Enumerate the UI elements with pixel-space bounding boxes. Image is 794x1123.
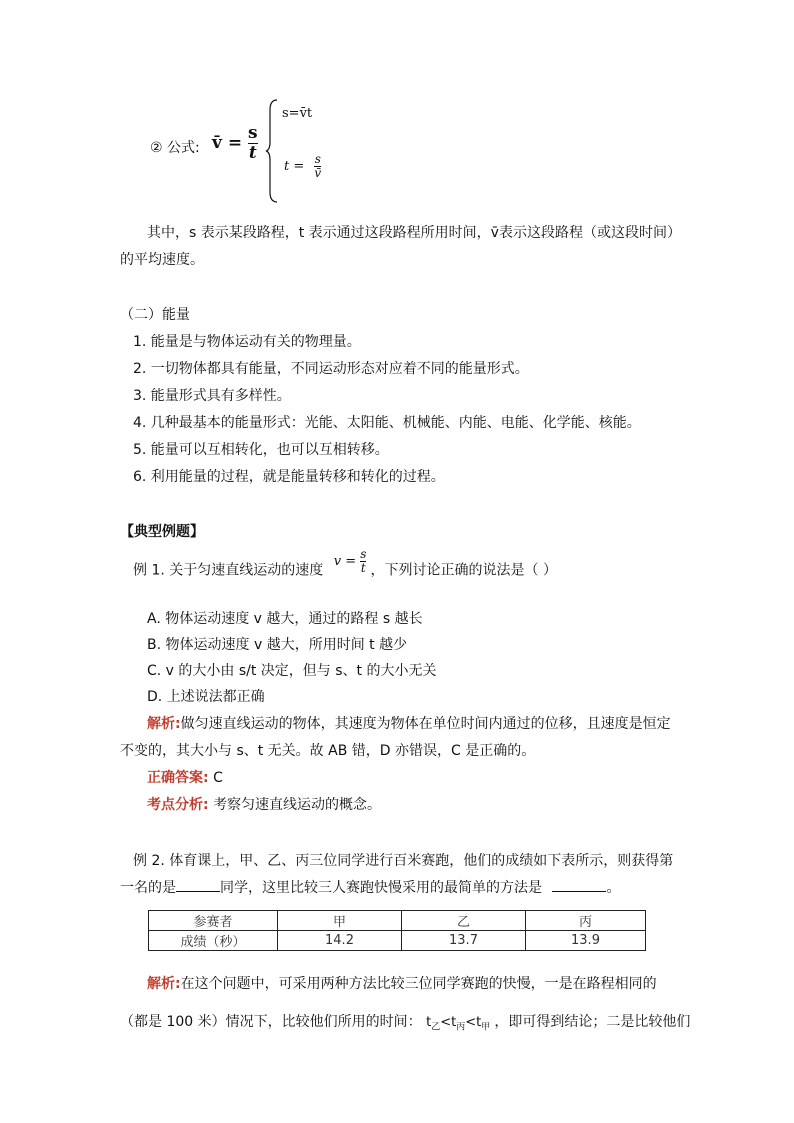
- table-cell: 14.2: [278, 931, 402, 951]
- t-symbol: t: [426, 1015, 432, 1030]
- example1-question-pre: 例 1. 关于匀速直线运动的速度: [133, 562, 324, 579]
- time-inequality: [426, 1015, 494, 1033]
- energy-item-1: 1. 能量是与物体运动有关的物理量。: [133, 334, 361, 350]
- less-than: <: [440, 1015, 452, 1030]
- table-header-cell: 甲: [278, 911, 402, 931]
- example1-option-a: A. 物体运动速度 v 越大，通过的路程 s 越长: [147, 611, 423, 627]
- example1-option-b: B. 物体运动速度 v 越大，所用时间 t 越少: [147, 637, 408, 653]
- example2-question-line2-b: 同学，这里比较三人赛跑快慢采用的最简单的方法是: [220, 880, 542, 896]
- example2-analysis-text2b: ，即可得到结论；二是比较他们: [494, 1014, 691, 1030]
- t-subscript: 乙: [431, 1022, 441, 1033]
- energy-item-3: 3. 能量形式具有多样性。: [133, 388, 291, 404]
- formula-label: ② 公式:: [150, 140, 200, 156]
- table-header-cell: 参赛者: [149, 911, 278, 931]
- example2-analysis-line2: [120, 1011, 690, 1033]
- table-row-label: 成绩（秒）: [149, 931, 278, 951]
- energy-item-2: 2. 一切物体都具有能量，不同运动形态对应着不同的能量形式。: [133, 361, 529, 377]
- case2-numerator: s: [314, 152, 321, 166]
- energy-item-4: 4. 几种最基本的能量形式：光能、太阳能、机械能、内能、电能、化学能、核能。: [133, 415, 641, 431]
- formula-explanation-line1: 其中，s 表示某段路程，t 表示通过这段路程所用时间，v̄表示这段路程（或这段时间）: [147, 225, 681, 241]
- example1-point: [147, 794, 381, 814]
- example1-formula: [333, 547, 371, 576]
- race-results-table: [148, 910, 646, 951]
- t-subscript: 甲: [481, 1022, 491, 1033]
- formula-lhs: v̄: [212, 133, 222, 154]
- example2-analysis-text1: 在这个问题中，可采用两种方法比较三位同学赛跑的快慢，一是在路程相同的: [180, 976, 657, 992]
- table-cell: 13.7: [402, 931, 526, 951]
- example1-point-label: 考点分析:: [147, 797, 209, 813]
- formula-fraction: [248, 124, 258, 162]
- example1-analysis-label: 解析:: [147, 716, 181, 732]
- formula-explanation-line2: 的平均速度。: [120, 252, 204, 268]
- t-symbol: t: [451, 1015, 457, 1030]
- example1-analysis-text1: 做匀速直线运动的物体，其速度为物体在单位时间内通过的位移，且速度是恒定: [180, 716, 671, 732]
- example1-question: [133, 547, 557, 583]
- example1-formula-fraction: [360, 548, 366, 575]
- example1-formula-denominator: t: [360, 561, 366, 576]
- formula-case-1: s=v̄t: [282, 106, 313, 121]
- case2-fraction: [314, 153, 321, 180]
- example2-analysis-line1: [147, 973, 657, 993]
- example1-answer-label: 正确答案:: [147, 770, 209, 786]
- formula-numerator: s: [247, 123, 258, 143]
- example1-analysis-line2: 不变的，其大小与 s、t 无关。故 AB 错，D 亦错误，C 是正确的。: [120, 743, 536, 759]
- table-cell: 13.9: [526, 931, 646, 951]
- example2-analysis-text2a: （都是 100 米）情况下，比较他们所用的时间：: [120, 1014, 422, 1030]
- t-symbol: t: [476, 1015, 482, 1030]
- example1-answer: [147, 767, 223, 787]
- main-formula: [212, 124, 258, 162]
- example2-question-line2-c: 。: [606, 880, 621, 896]
- table-header-row: [149, 911, 646, 931]
- energy-item-5: 5. 能量可以互相转化，也可以互相转移。: [133, 442, 389, 458]
- t-subscript: 丙: [456, 1022, 466, 1033]
- example2-question-line2-a: 一名的是: [120, 880, 176, 896]
- answer-blank-2[interactable]: [552, 891, 606, 892]
- example1-formula-numerator: s: [360, 547, 367, 561]
- example1-point-value: 考察匀速直线运动的概念。: [213, 797, 382, 813]
- example1-formula-lhs: v =: [333, 554, 357, 570]
- examples-heading: 【典型例题】: [120, 524, 204, 540]
- table-header-cell: 乙: [402, 911, 526, 931]
- table-header-cell: 丙: [526, 911, 646, 931]
- example1-analysis-line1: [147, 713, 671, 733]
- answer-blank-1[interactable]: [176, 891, 220, 892]
- formula-equals: =: [227, 133, 243, 154]
- less-than: <: [465, 1015, 477, 1030]
- example2-question-line1: 例 2. 体育课上，甲、乙、丙三位同学进行百米赛跑，他们的成绩如下表所示，则获得第: [133, 853, 674, 869]
- energy-heading: （二）能量: [120, 307, 190, 323]
- left-brace-icon: [265, 98, 279, 204]
- example2-question-line2: [120, 877, 620, 897]
- example1-answer-value: C: [213, 770, 223, 786]
- example2-analysis-label: 解析:: [147, 976, 181, 992]
- table-row: [149, 931, 646, 951]
- formula-case-2: [284, 153, 321, 180]
- formula-denominator: t: [248, 142, 257, 163]
- example1-option-c: C. v 的大小由 s/t 决定，但与 s、t 的大小无关: [147, 663, 437, 679]
- energy-item-6: 6. 利用能量的过程，就是能量转移和转化的过程。: [133, 469, 445, 485]
- example1-question-post: ，下列讨论正确的说法是（ ）: [370, 562, 557, 579]
- case2-lhs: t =: [284, 159, 305, 175]
- case2-denominator: v̄: [314, 166, 322, 181]
- example1-option-d: D. 上述说法都正确: [147, 689, 265, 705]
